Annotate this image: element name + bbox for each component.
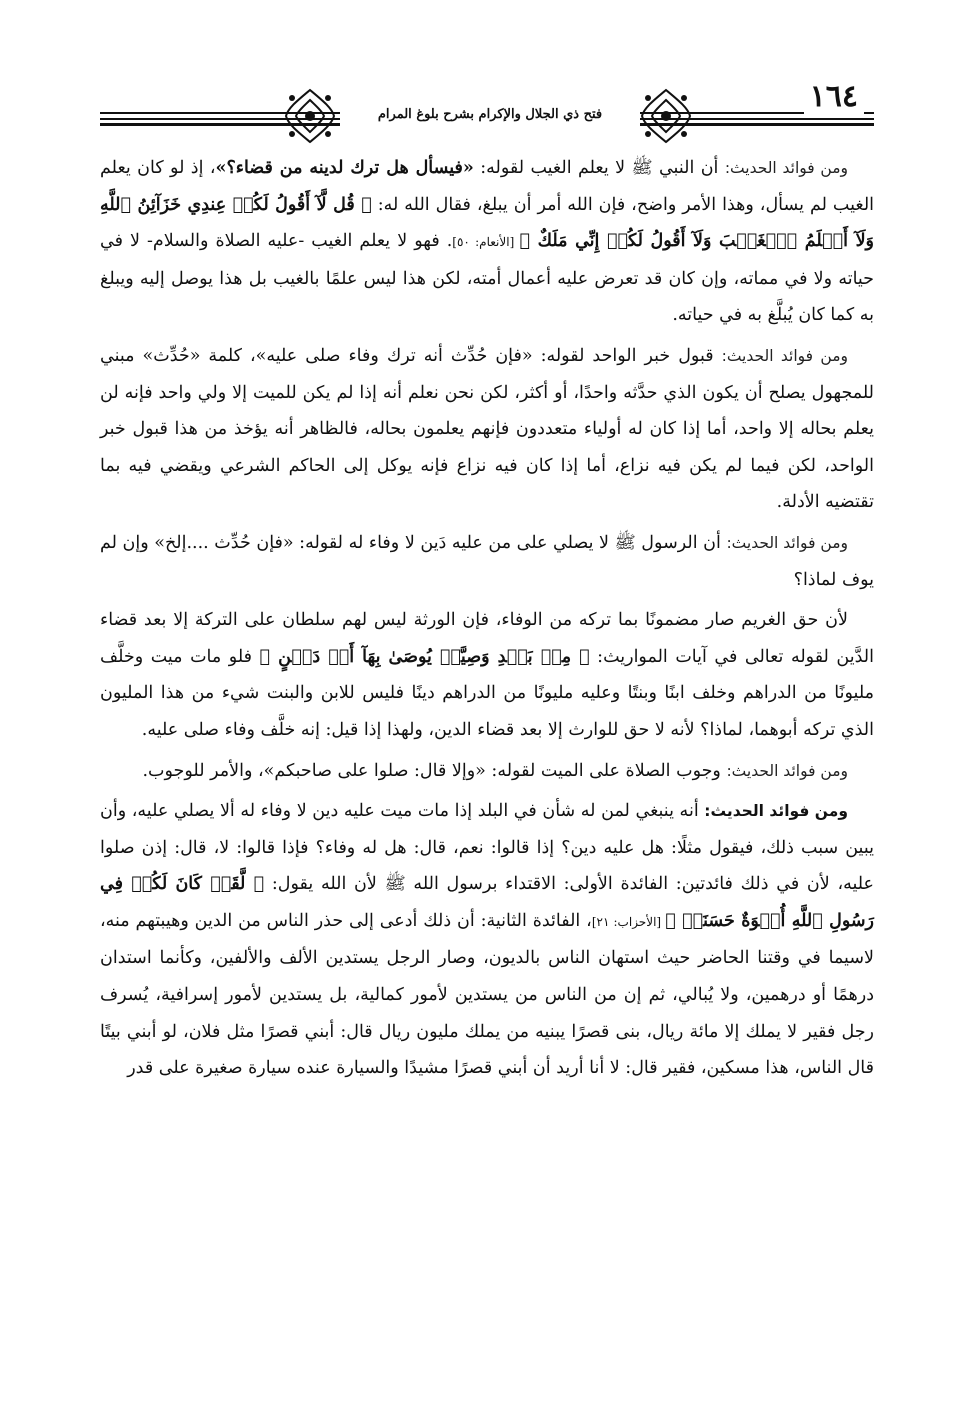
- paragraph-lead: ومن فوائد الحديث:: [704, 802, 848, 821]
- page-body: [100, 150, 874, 1091]
- paragraph-text: ، الفائدة الثانية: أن ذلك أدعى إلى حذر الناس من الدين وهيبتهم منه، لاسيما في وقتنا الحاضر حيث استهان الناس بالديون، وصار الرجل يستدين الألف والألفين، وكأنما استدان درهمًا أو درهمين، ولا يُبالي، ثم إن من الناس من يستدين لأمور كمالية، بل يستدين لأمور إسرافية، يُسرف رجل فقير لا يملك إلا مائة ريال، بنى قصرًا يبنيه من يملك مليون ريال قال: أبني قصرًا مثل فلان، لو أبني بيتًا قال الناس، هذا مسكين، فقير قال: لا أنا أريد أن أبني قصرًا مشيدًا والسيارة عنده سيارة صغيرة على قدر: [100, 910, 874, 1079]
- paragraph: [100, 150, 874, 334]
- hadith-quote: «فيسأل هل ترك لدينه من قضاء؟»: [215, 158, 474, 178]
- verse-reference: [الأحزاب: ٢١]: [591, 914, 666, 929]
- paragraph-text: فلو مات ميت وخلَّف مليونًا من الدراهم وخلف ابنًا وبنتًا وعليه مليونًا من الدراهم دينًا فليس للابن والبنت شيء من هذا المليون الذي تركه أبوهما، لماذا؟ لأنه لا حق للوارث إلا بعد قضاء الدين، ولهذا إذا قيل: إنه خلَّف وفاء صلى عليه.: [100, 646, 874, 740]
- page-number: ١٦٤: [804, 80, 864, 114]
- paragraph-text: أن الرسول ﷺ لا يصلي على من عليه دَين لا وفاء له لقوله: «فإن حُدِّث ....إلخ» وإن لم يوف لماذا؟: [100, 532, 874, 590]
- ornament-icon: [638, 86, 694, 146]
- paragraph-lead: ومن فوائد الحديث:: [726, 533, 848, 552]
- paragraph-lead: ومن فوائد الحديث:: [724, 159, 849, 177]
- paragraph-lead: ومن فوائد الحديث:: [726, 761, 848, 780]
- book-title: فتح ذي الجلال والإكرام بشرح بلوغ المرام: [340, 100, 640, 130]
- paragraph: [100, 793, 874, 1087]
- quran-verse: ﴿ قُل لَّآ أَقُولُ لَكُمۡ عِندِي خَزَآئِنُ ٱللَّهِ وَلَآ أَعۡلَمُ ٱلۡغَيۡبَ وَلَآ أَقُولُ لَكُمۡ إِنِّي مَلَكٌ ﴾: [100, 194, 875, 252]
- verse-reference: [الأنعام: ٥٠]: [452, 235, 520, 250]
- paragraph-text: وجوب الصلاة على الميت لقوله: «وإلا قال: صلوا على صاحبكم»، والأمر للوجوب.: [142, 760, 727, 781]
- paragraph: [100, 602, 874, 748]
- paragraph-lead: ومن فوائد الحديث:: [721, 346, 848, 365]
- paragraph-text: . فهو لا يعلم الغيب -عليه الصلاة والسلام- لا في حياته ولا في مماته، وإن كان قد تعرض عليه أعمال أمته، لكن هذا ليس علمًا بالغيب بل هذا يوصل إليه ويبلغ به كما كان يُبلَّغ به في حياته.: [100, 231, 874, 326]
- page-header: [100, 80, 874, 146]
- paragraph-text: لأن حق الغريم صار مضمونًا بما تركه من الوفاء، فإن الورثة ليس لهم سلطان على التركة إلا بعد قضاء الدَّين لقوله تعالى في آيات المواريث:: [100, 610, 874, 667]
- paragraph-text: قبول خبر الواحد لقوله: «فإن حُدِّث أنه ترك وفاء صلى عليه»، كلمة «حُدِّث» مبني للمجهول يصلح أن يكون الذي حدَّثه واحدًا، أو أكثر، لكن نحن نعلم أنه إذا لم يكن للميت إلا ولي واحد فإنه لن يعلم بحاله إلا واحد، أما إذا كان له أولياء متعددون فإنهم يعلمون بحاله، فالظاهر أنه يؤخذ من هذا قبول خبر الواحد، لكن فيما لم يكن فيه نزاع، أما إذا كان فيه نزاع فإنه يوكل إلى الحاكم الشرعي ويقضي فيه بما تقتضيه الأدلة.: [100, 345, 874, 513]
- paragraph: [100, 753, 874, 790]
- paragraph-text: ، إذ لو كان يعلم الغيب لم يسأل، وهذا الأمر واضح، فإن الله أمر أن يبلغ، فقال الله له:: [100, 158, 875, 215]
- quran-verse: ﴿ مِنۢ بَعۡدِ وَصِيَّةٖ يُوصَىٰ بِهَآ أَوۡ دَيۡنٍ ﴾: [259, 646, 590, 667]
- paragraph: [100, 525, 874, 598]
- quran-verse: ﴿ لَّقَدۡ كَانَ لَكُمۡ فِي رَسُولِ ٱللَّهِ أُسۡوَةٌ حَسَنَةٞ ﴾: [100, 874, 874, 931]
- paragraph-text: أن النبي ﷺ لا يعلم الغيب لقوله:: [473, 158, 725, 178]
- paragraph: [100, 338, 874, 521]
- paragraph-text: أنه ينبغي لمن له شأن في البلد إذا مات ميت عليه دين لا وفاء له ألا يصلي عليه، وأن يبين سبب ذلك، فيقول مثلًا: هل عليه دين؟ إذا قالوا: نعم، قال: هل له وفاء؟ فإذا قالوا: لا، قال: إذن صلوا عليه، لأن في ذلك فائدتين: الفائدة الأولى: الاقتداء برسول الله ﷺ لأن الله يقول:: [100, 801, 874, 895]
- ornament-icon: [282, 86, 338, 146]
